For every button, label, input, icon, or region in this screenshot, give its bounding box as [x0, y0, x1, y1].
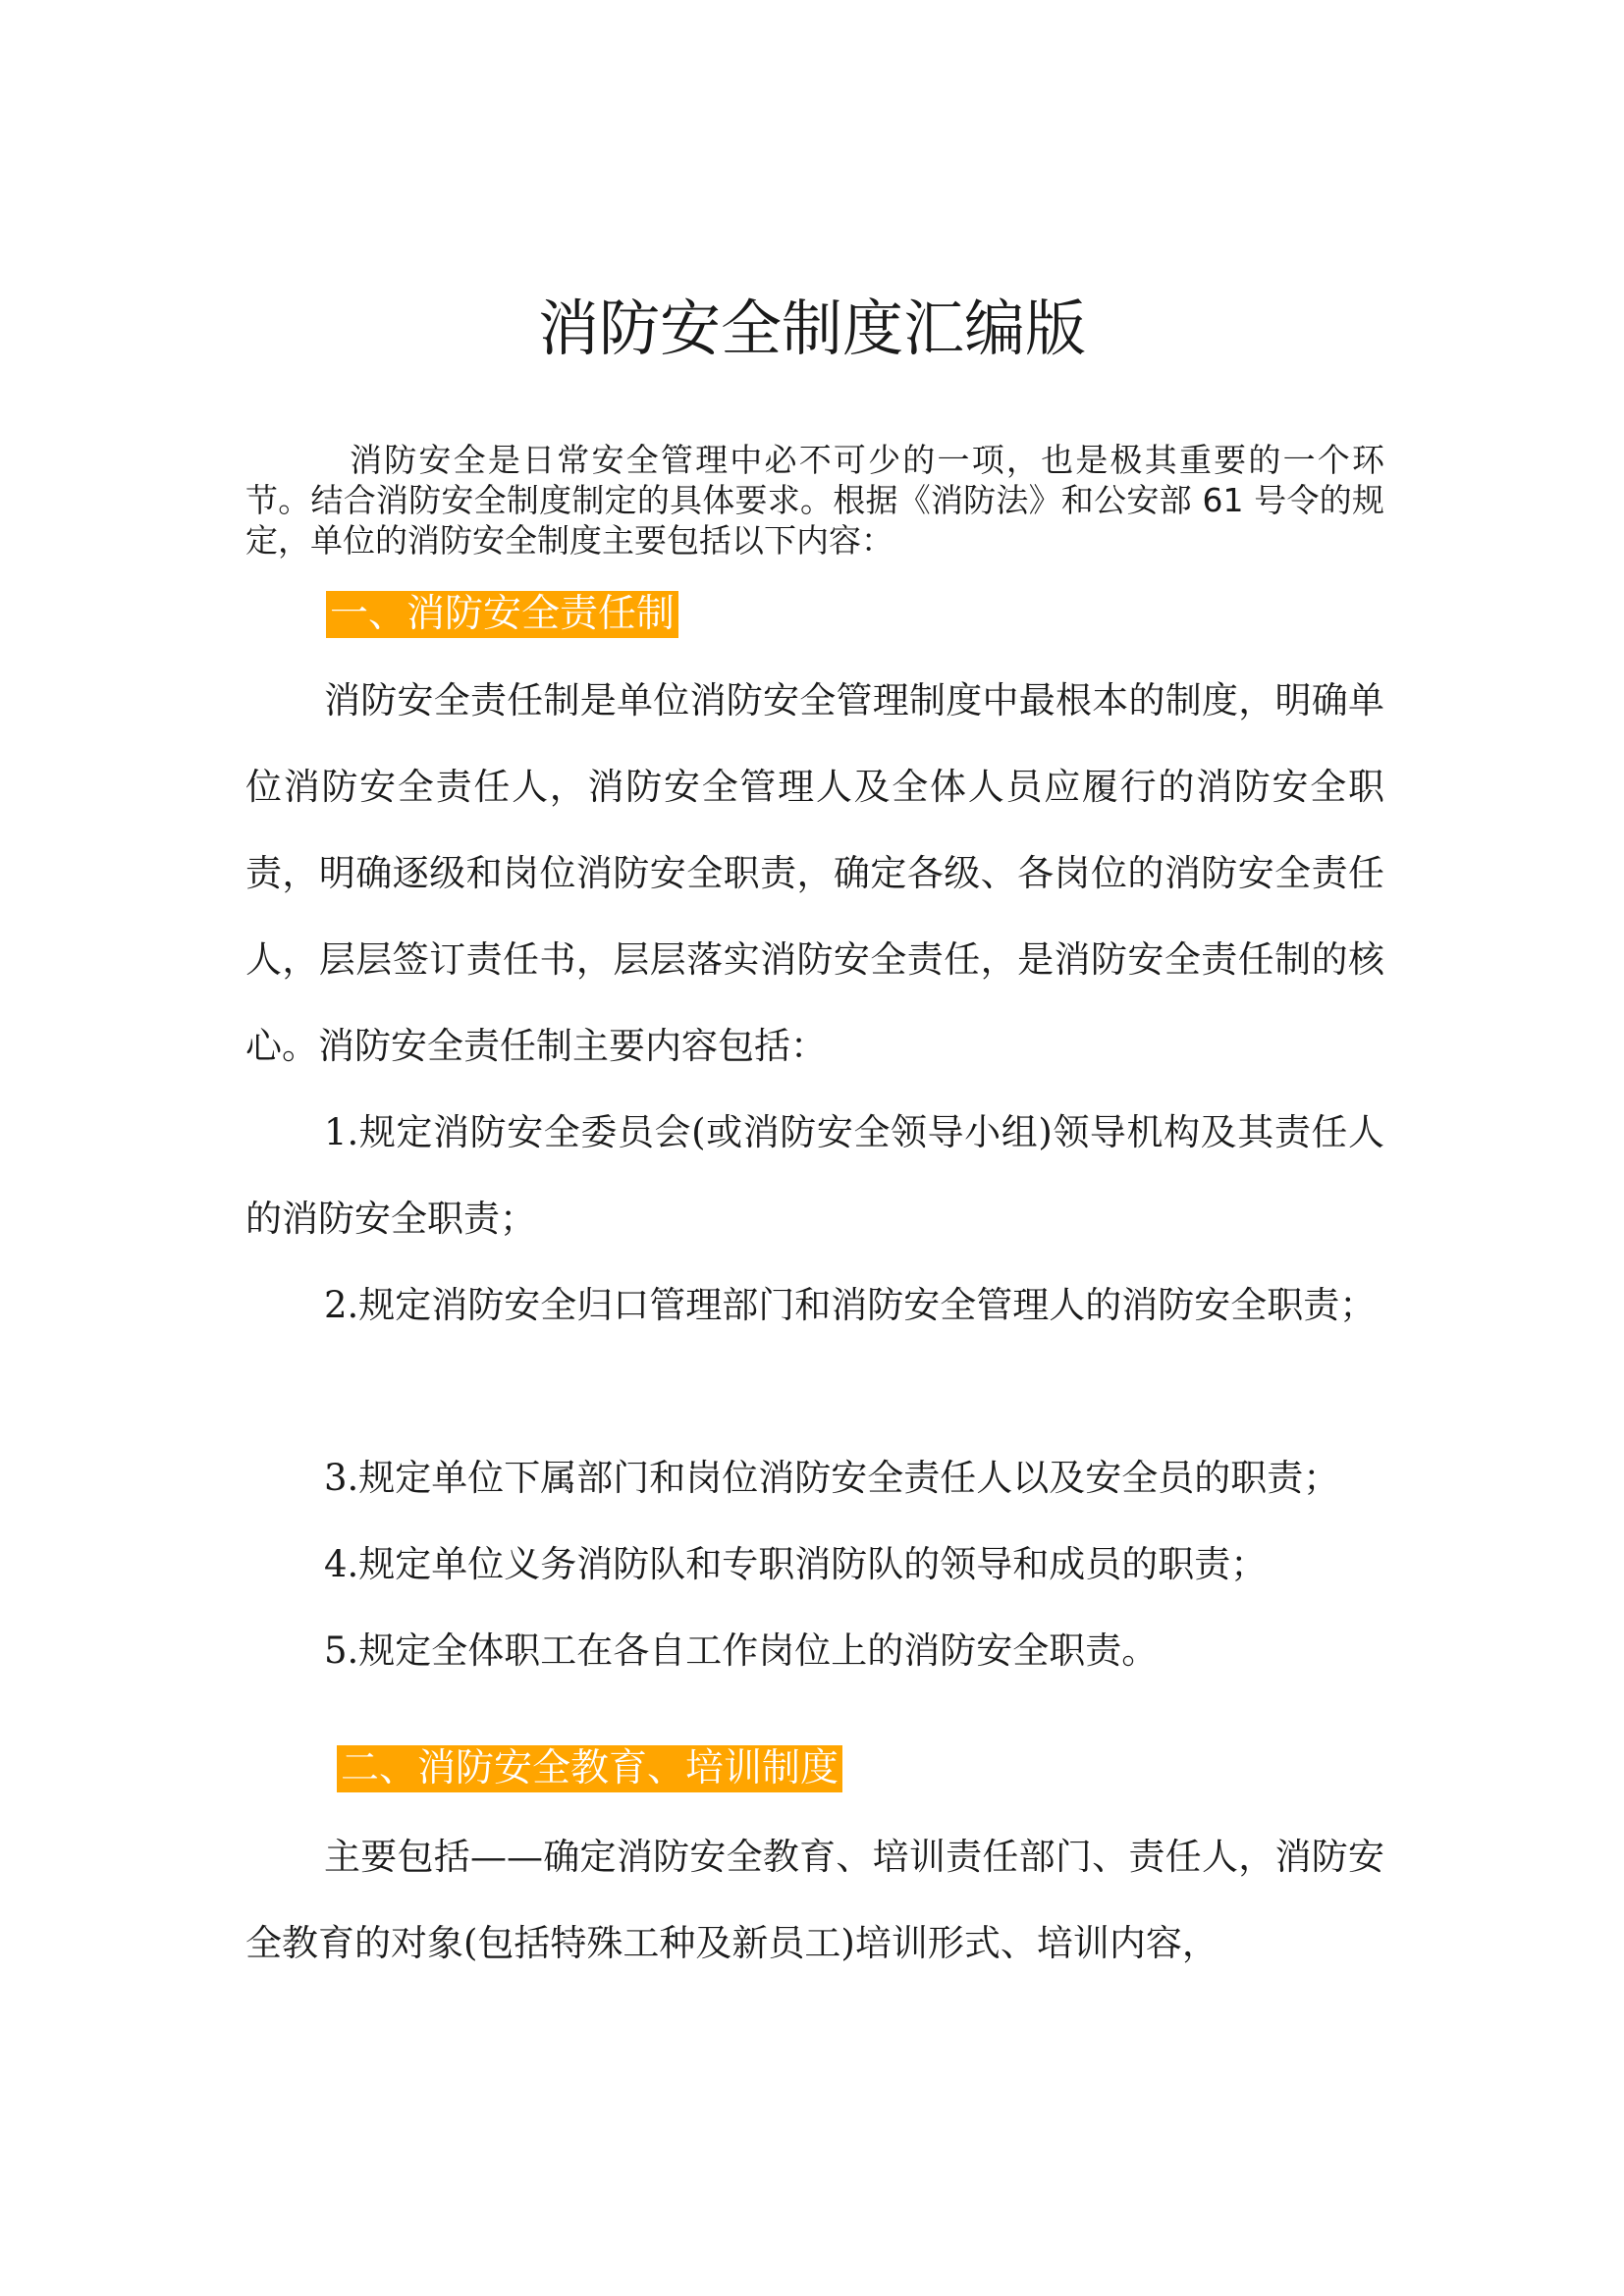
section-1-item-3: 3.规定单位下属部门和岗位消防安全责任人以及安全员的职责；	[324, 1457, 1340, 1499]
section-1-item-2: 2.规定消防安全归口管理部门和消防安全管理人的消防安全职责；	[324, 1284, 1377, 1326]
section-heading-2: 二、消防安全教育、培训制度	[337, 1745, 842, 1792]
section-1-item-1: 1.规定消防安全委员会(或消防安全领导小组)领导机构及其责任人的消防安全职责；	[245, 1111, 1384, 1240]
section-1-item-5: 5.规定全体职工在各自工作岗位上的消防安全职责。	[324, 1629, 1159, 1672]
section-1-item-4: 4.规定单位义务消防队和专职消防队的领导和成员的职责；	[324, 1543, 1268, 1585]
intro-paragraph: 消防安全是日常安全管理中必不可少的一项，也是极其重要的一个环节。结合消防安全制度制定的具体要求。根据《消防法》和公安部 61 号令的规定，单位的消防安全制度主要包括以下内容：	[245, 441, 1384, 560]
section-1-paragraph: 消防安全责任制是单位消防安全管理制度中最根本的制度，明确单位消防安全责任人，消防安全管理人及全体人员应履行的消防安全职责，明确逐级和岗位消防安全职责，确定各级、各岗位的消防安全责任人，层层签订责任书，层层落实消防安全责任，是消防安全责任制的核心。消防安全责任制主要内容包括：	[245, 679, 1384, 1067]
document-title: 消防安全制度汇编版	[537, 293, 1086, 364]
section-heading-1: 一、消防安全责任制	[326, 591, 678, 638]
section-2-paragraph: 主要包括——确定消防安全教育、培训责任部门、责任人，消防安全教育的对象(包括特殊工种及新员工)培训形式、培训内容，	[245, 1836, 1384, 1964]
